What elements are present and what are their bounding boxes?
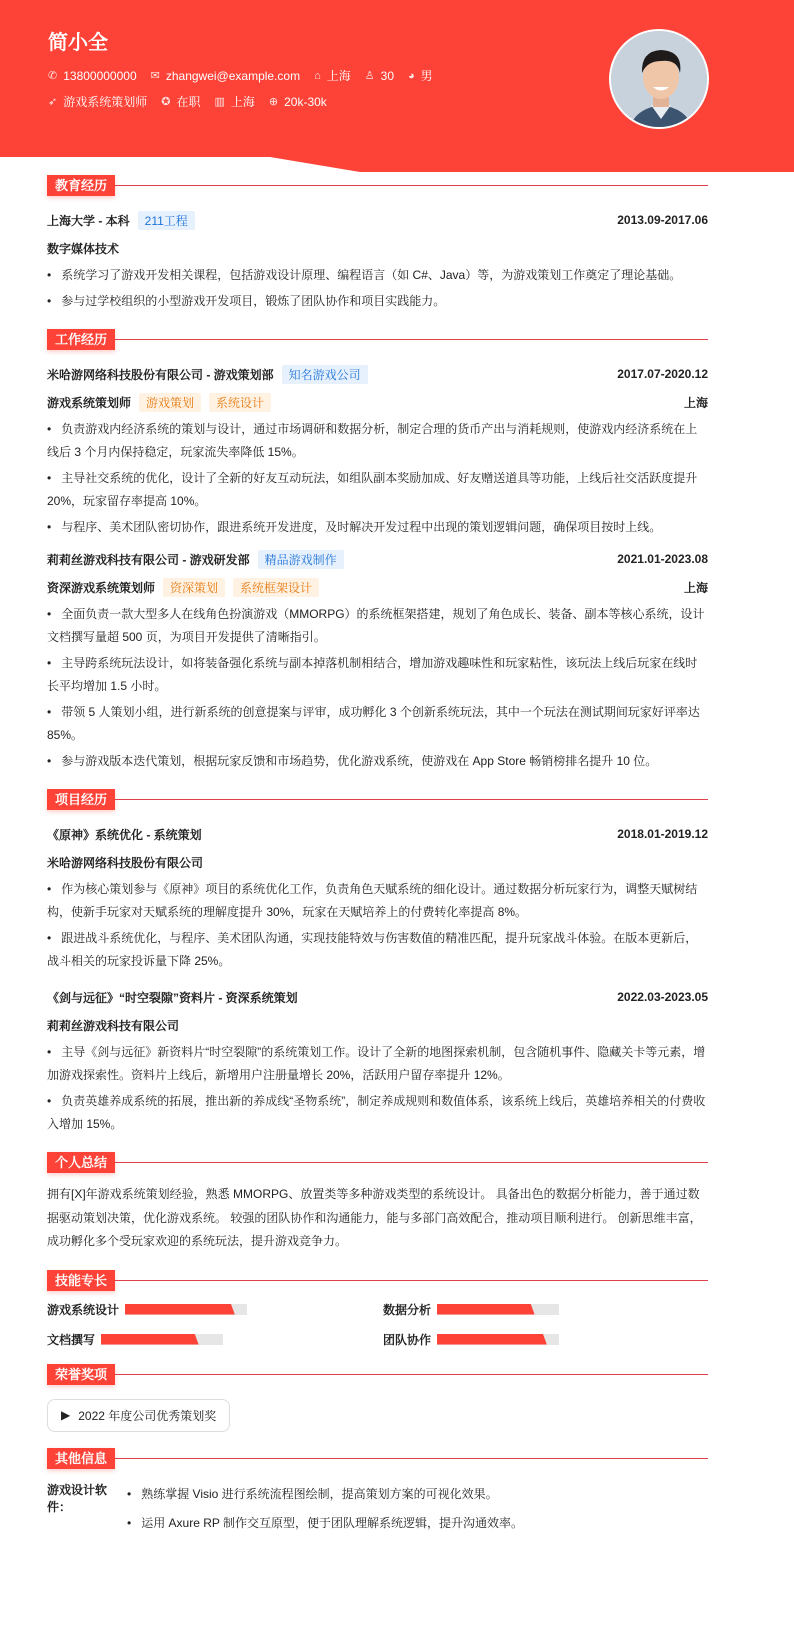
role: 资深游戏系统策划师 <box>47 580 156 595</box>
company: 米哈游网络科技股份有限公司 - 游戏策划部 <box>47 367 274 382</box>
skill-bar <box>437 1304 559 1315</box>
section-title: 项目经历 <box>47 789 115 810</box>
candidate-name: 简小全 <box>48 32 108 54</box>
work-location: 上海 <box>683 395 708 410</box>
work-role-row <box>47 573 708 601</box>
bullet-item: • 与程序、美术团队密切协作，跟进系统开发进度，及时解决开发过程中出现的策划逻辑问题，确保项目按时上线。 <box>47 516 708 539</box>
bullet-item: • 作为核心策划参与《原神》项目的系统优化工作，负责角色天赋系统的细化设计。通过数据分析玩家行为，调整天赋树结构，使新手玩家对天赋系统的理解度提升 30%，玩家在天赋培养上的付费转化率提高 8%。 <box>47 878 708 924</box>
job-intent-info <box>48 93 327 110</box>
building-icon: ▥ <box>214 96 225 108</box>
section-title: 技能专长 <box>47 1270 115 1291</box>
bullet-list <box>47 878 708 973</box>
bullet-item: • 带领 5 人策划小组，进行新系统的创意提案与评审，成功孵化 3 个创新系统玩法，其中一个玩法在测试期间玩家好评率达 85%。 <box>47 701 708 747</box>
skill-item <box>383 1331 708 1348</box>
resume-body <box>47 175 708 1545</box>
skill-bar-fill <box>437 1304 535 1315</box>
section-header-summary <box>47 1152 708 1173</box>
skill-name: 游戏系统设计 <box>47 1302 120 1317</box>
info-text: 30 <box>380 68 395 83</box>
project-company-row <box>47 1011 708 1039</box>
work-company-row <box>47 545 708 573</box>
section-title: 其他信息 <box>47 1448 115 1469</box>
caret-right-icon: ▶ <box>61 1408 71 1422</box>
bullet-item: • 跟进战斗系统优化，与程序、美术团队沟通，实现技能特效与伤害数值的精准匹配，提升玩家战斗体验。在版本更新后，战斗相关的玩家投诉量下降 25%。 <box>47 927 708 973</box>
role-tag: 系统设计 <box>209 393 271 412</box>
other-label: 游戏设计软件： <box>47 1482 108 1514</box>
bullet-list <box>127 1481 523 1539</box>
project-row <box>47 820 708 848</box>
bullet-list <box>47 1041 708 1136</box>
section-header-other <box>47 1448 708 1469</box>
company-tag: 知名游戏公司 <box>282 365 368 384</box>
skill-bar-fill <box>101 1334 199 1345</box>
bullet-list <box>47 418 708 539</box>
company-tag: 精品游戏制作 <box>258 550 344 569</box>
section-header-projects <box>47 789 708 810</box>
education-row <box>47 206 708 234</box>
major <box>47 234 708 262</box>
skill-item <box>47 1301 383 1318</box>
bullet-item: • 运用 Axure RP 制作交互原型，便于团队理解系统逻辑，提升沟通效率。 <box>127 1510 523 1536</box>
skill-item <box>47 1331 383 1348</box>
divider <box>115 1458 708 1459</box>
project-date: 2018.01-2019.12 <box>617 827 708 841</box>
project-date: 2022.03-2023.05 <box>617 990 708 1004</box>
company: 莉莉丝游戏科技有限公司 - 游戏研发部 <box>47 552 250 567</box>
salary-icon: ⊕ <box>268 96 279 108</box>
section-title: 个人总结 <box>47 1152 115 1173</box>
work-company-row <box>47 360 708 388</box>
avatar <box>609 29 709 129</box>
section-header-education <box>47 175 708 196</box>
divider <box>115 185 708 186</box>
major-text: 数字媒体技术 <box>47 241 120 256</box>
role-tag: 系统框架设计 <box>233 578 319 597</box>
mail-icon: ✉ <box>150 70 160 82</box>
info-text: 男 <box>420 69 433 83</box>
bullet-item: • 主导《剑与远征》新资料片“时空裂隙”的系统策划工作。设计了全新的地图探索机制，包含随机事件、隐藏关卡等元素，增加游戏探索性。资料片上线后，新增用户注册量增长 20%，活跃用户留存率提升 12%。 <box>47 1041 708 1087</box>
bullet-item: • 主导社交系统的优化，设计了全新的好友互动玩法，如组队副本奖励加成、好友赠送道具等功能，上线后社交活跃度提升 20%，玩家留存率提高 10%。 <box>47 467 708 513</box>
bullet-item: • 负责英雄养成系统的拓展，推出新的养成线“圣物系统”，制定养成规则和数值体系，该系统上线后，英雄培养相关的付费收入增加 15%。 <box>47 1090 708 1136</box>
project-company: 米哈游网络科技股份有限公司 <box>47 855 204 870</box>
gender-icon: ◕ <box>408 69 415 82</box>
send-icon: ➶ <box>48 96 58 108</box>
project-company-row <box>47 848 708 876</box>
bullet-item: • 熟练掌握 Visio 进行系统流程图绘制，提高策划方案的可视化效果。 <box>127 1481 523 1507</box>
role: 游戏系统策划师 <box>47 395 132 410</box>
bullet-item: • 参与过学校组织的小型游戏开发项目，锻炼了团队协作和项目实践能力。 <box>47 290 708 313</box>
age-icon: ♙ <box>364 70 375 82</box>
bullet-list <box>47 603 708 773</box>
bullet-item: • 主导跨系统玩法设计，如将装备强化系统与副本掉落机制相结合，增加游戏趣味性和玩家粘性，该玩法上线后玩家在线时长平均增加 1.5 小时。 <box>47 652 708 698</box>
bullet-item: • 负责游戏内经济系统的策划与设计，通过市场调研和数据分析，制定合理的货币产出与消耗规则，使游戏内经济系统在上线后 3 个月内保持稳定，玩家流失率降低 15%。 <box>47 418 708 464</box>
work-date: 2017.07-2020.12 <box>617 367 708 381</box>
info-text: 13800000000 <box>63 68 137 83</box>
skill-bar <box>437 1334 559 1345</box>
skill-bar-fill <box>125 1304 235 1315</box>
school-tag: 211工程 <box>138 211 195 230</box>
project-title: 《剑与远征》“时空裂隙”资料片 - 资深系统策划 <box>47 990 298 1005</box>
skill-item <box>383 1301 708 1318</box>
contact-info <box>48 67 433 84</box>
school: 上海大学 - 本科 <box>47 213 130 228</box>
phone-icon: ✆ <box>48 70 58 82</box>
info-text: 上海 <box>326 69 351 83</box>
project-row <box>47 983 708 1011</box>
info-text: zhangwei@example.com <box>165 68 301 83</box>
award-text: 2022 年度公司优秀策划奖 <box>78 1408 217 1423</box>
section-title: 教育经历 <box>47 175 115 196</box>
skill-name: 团队协作 <box>383 1332 432 1347</box>
role-tag: 游戏策划 <box>139 393 201 412</box>
section-header-awards <box>47 1364 708 1385</box>
work-date: 2021.01-2023.08 <box>617 552 708 566</box>
award-item[interactable] <box>47 1399 230 1432</box>
section-header-work <box>47 329 708 350</box>
project-company: 莉莉丝游戏科技有限公司 <box>47 1018 180 1033</box>
bullet-item: • 系统学习了游戏开发相关课程，包括游戏设计原理、编程语言（如 C#、Java）等，为游戏策划工作奠定了理论基础。 <box>47 264 708 287</box>
info-text: 在职 <box>176 95 201 109</box>
info-text: 上海 <box>230 95 255 109</box>
section-title: 荣誉奖项 <box>47 1364 115 1385</box>
work-location: 上海 <box>683 580 708 595</box>
skill-bar <box>101 1334 223 1345</box>
skills-grid <box>47 1301 708 1348</box>
skill-bar-fill <box>437 1334 547 1345</box>
bullet-item: • 全面负责一款大型多人在线角色扮演游戏（MMORPG）的系统框架搭建，规划了角色成长、装备、副本等核心系统，设计文档撰写量超 500 页，为项目开发提供了清晰指引。 <box>47 603 708 649</box>
bullet-item: • 参与游戏版本迭代策划，根据玩家反馈和市场趋势，优化游戏系统，使游戏在 App Store 畅销榜排名提升 10 位。 <box>47 750 708 773</box>
divider <box>115 799 708 800</box>
info-text: 20k-30k <box>284 94 327 109</box>
project-title: 《原神》系统优化 - 系统策划 <box>47 827 202 842</box>
summary-text: 拥有[X]年游戏系统策划经验，熟悉 MMORPG、放置类等多种游戏类型的系统设计。 具备出色的数据分析能力，善于通过数据驱动策划决策，优化游戏系统。 较强的团队协作和沟通能力，能与多部门高效配合，推动项目顺利进行。 创新思维丰富，成功孵化多个受玩家欢迎的系统玩法，提升游戏竞争力。 <box>47 1187 702 1248</box>
home-icon: ⌂ <box>314 69 321 82</box>
divider <box>115 1280 708 1281</box>
other-info <box>47 1479 708 1545</box>
work-role-row <box>47 388 708 416</box>
info-text: 游戏系统策划师 <box>63 95 148 109</box>
status-icon: ✪ <box>161 96 171 108</box>
skill-bar <box>125 1304 247 1315</box>
divider <box>115 339 708 340</box>
divider <box>115 1162 708 1163</box>
divider <box>115 1374 708 1375</box>
role-tag: 资深策划 <box>163 578 225 597</box>
section-header-skills <box>47 1270 708 1291</box>
skill-name: 文档撰写 <box>47 1332 96 1347</box>
skill-name: 数据分析 <box>383 1302 432 1317</box>
education-date: 2013.09-2017.06 <box>617 213 708 227</box>
bullet-list <box>47 264 708 313</box>
section-title: 工作经历 <box>47 329 115 350</box>
